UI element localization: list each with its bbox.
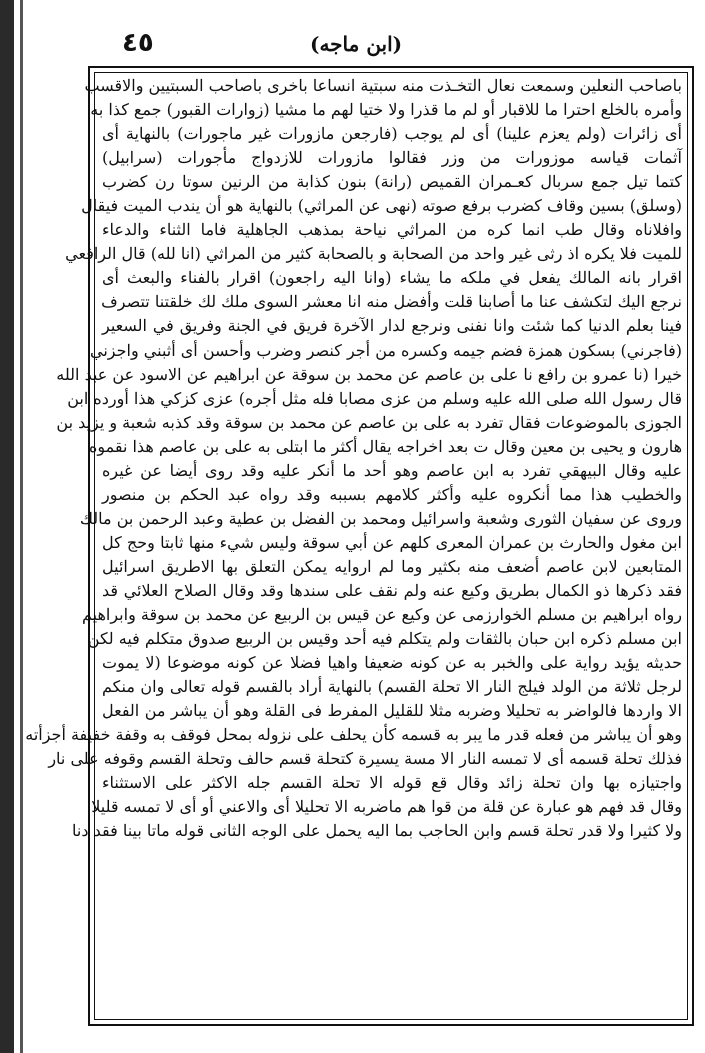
running-title: (ابن ماجه) — [310, 32, 403, 56]
text-line: آثمات قياسه موزورات من وزر فقالوا مازورات للازدواج مأجورات (سرابيل) — [102, 148, 682, 168]
scan-binding-line — [20, 0, 23, 1053]
text-line: لرجل ثلاثة من الولد فيلج النار الا تحلة القسم) بالنهاية أراد بالقسم قوله تعالى وان منكم — [102, 677, 683, 697]
scan-binding-edge — [0, 0, 14, 1053]
text-line: للميت فلا يكره اذ رثى غير واحد من الصحابة و بالصحابة كثير من المراثي (انا لله) قال الرافعي — [65, 244, 682, 264]
text-line: باصاحب النعلين وسمعت نعال التخـذت منه سبتية انساعا باخرى باصاحب السبتيين والاقسب — [84, 76, 682, 95]
text-line: وقال قد فهم هو عبارة عن قلة من قوا هم ماضربه الا تحليلا أى والاعني أو أى لا تمسه قليلا — [91, 797, 682, 817]
text-line: أى زائرات (ولم يعزم علينا) أى لم يوجب (فارجعن مازورات غير ماجورات) بالنهاية أى — [102, 124, 683, 144]
text-line: وافلاناه وقال طب انما كره من المراثي نياحة بمذهب الجاهلية فاما الثناء والدعاء — [102, 220, 682, 240]
text-line: فذلك تحلة قسمه أى لا تمسه النار الا مسة يسيرة كتحلة قسم حالف وتحلة القسم وقوفه على نار — [48, 749, 682, 769]
text-line: هارون و يحيى بن معين وقال ت بعد اخراجه يقال أكثر ما ابتلى به على بن عاصم هذا نقموه — [88, 436, 682, 456]
text-line: نرجع اليك لتكشف عنا ما أصابنا قلت وأفضل منه انا معشر السوى ملك لك خلقتنا تتصرف — [101, 292, 682, 312]
text-line: (وسلق) بسين وقاف كضرب برفع صوته (نهى عن المراثي) بالنهاية هو أن يندب الميت فيقال — [81, 196, 682, 216]
text-line: ولا كثيرا ولا قدر تحلة قسم وابن الحاجب بما اليه يحمل على الوجه الثانى قوله ماتا بينا فقد دنا — [72, 821, 682, 841]
text-line: وروى عن سفيان الثورى وشعبة واسرائيل ومحمد بن الفضل بن عطية وعبد الرحمن بن مالك — [79, 508, 682, 528]
text-line: خيرا (نا عمرو بن رافع نا على بن عاصم عن محمد بن سوقة عن ابراهيم عن الاسود عن عبد الله — [56, 364, 682, 384]
page-header — [100, 28, 660, 68]
text-line: واجتيازه بها وان تحلة زائد وقال قع قوله الا تحلة القسم جله الاكثر على الاستثناء — [102, 773, 682, 793]
text-line: كتما تيل جمع سربال كعـمران القميص (رانة) بنون كذابة من الرنين سوتا رن كضرب — [102, 172, 682, 192]
text-line: الا واردها فالواضر به تحليلا وضربه مثلا للقليل المفرط فى القلة وهو أن يباشر من الفعل — [102, 701, 683, 721]
text-line: حديثه يؤيد رواية على والخبر به عن كونه ضعيفا واهيا فضلا عن كونه موضوعا (لا يموت — [102, 653, 682, 673]
text-line: رواه ابراهيم بن مسلم الخوارزمى عن وكيع عن قيس بن الربيع عن محمد بن سوقة وابراهيم — [81, 605, 682, 625]
text-line: ابن مغول والحارث بن عمران المعرى كلهم عن أبي سوقة وليس شيء منها ثابتا وحج كل — [102, 532, 682, 552]
text-line: فقد ذكرها ذو الكمال بطريق وكيع عنه ولم نقف على سندها وقد وقال الصلاح العلائي قد — [102, 580, 682, 600]
text-line: قال رسول الله صلى الله عليه وسلم من عزى مصابا فله مثل أجره) عزى كزكي هذا أورده ابن — [67, 388, 682, 408]
text-line: الجوزى بالموضوعات فقال تفرد به على بن عاصم عن محمد بن سوقة وقد كذبه شعبة و يزيد بن — [56, 412, 682, 432]
text-line: فينا بعلم الدنيا كما شئت وانا نفنى ونرجع لدار الآخرة فريق في الجنة وفريق في السعير — [102, 316, 682, 336]
text-line: وأمره بالخلع احترا ما للاقبار أو لم ما قذرا ولا ختيا لهم ما مشيا (زوارات القبور) جمع كذا به — [90, 100, 682, 120]
text-line: والخطيب هذا مما أنكروه عليه وأكثر كلامهم بسببه وقد رواه عبد الحكم بن منصور — [102, 484, 683, 504]
text-line: وهو أن يباشر من فعله قدر ما يبر به قسمه كأن يحلف على نزوله بمحل فوقف به وقفة خفيفة أجزأته — [25, 725, 682, 745]
text-line: ابن مسلم ذكره ابن حبان بالثقات ولم يتكلم فيه أحد وقيس بن الربيع صدوق متكلم فيه لكن — [87, 629, 682, 649]
text-line: عليه وقال البيهقي تفرد به ابن عاصم وهو أحد ما أنكر عليه وقد روى أيضا عن غيره — [102, 460, 682, 480]
text-line: (فاجرني) بسكون همزة فضم جيمه وكسره من أجر كنصر وضرب وأحسن أى أثبني واجزني — [90, 340, 682, 360]
text-line: اقرار بانه المالك يفعل في ملكه ما يشاء (وانا اليه راجعون) اقرار بالفناء والبعث أى — [102, 268, 682, 288]
page-number: ٤٥ — [122, 28, 154, 58]
text-line: المتابعين لابن عاصم أضعف منه بكثير وما لم اروايه يمكن التعلق بها الاطريق اسرائيل — [102, 556, 682, 576]
commentary-text-body — [25, 74, 683, 1018]
